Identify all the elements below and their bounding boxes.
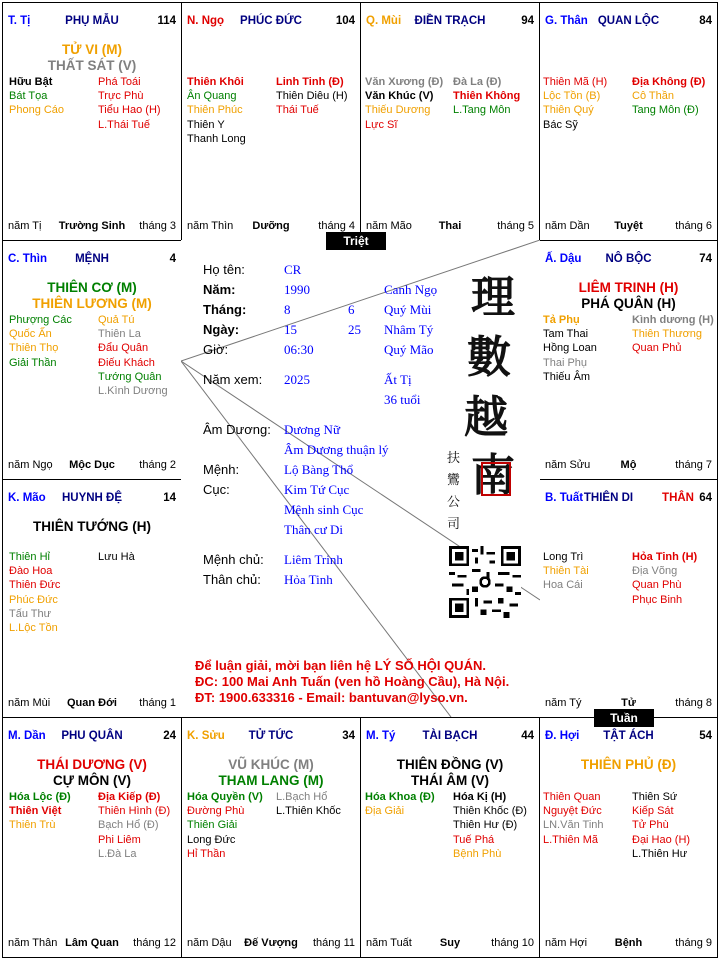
star: Thanh Long — [187, 132, 246, 145]
cell-tuat — [539, 479, 718, 718]
cell-thang: tháng 8 — [675, 697, 712, 709]
contact-line: Để luận giải, mời bạn liên hệ LÝ SỐ HỘI QUÁN. — [195, 658, 486, 673]
main-star: PHÁ QUÂN (H) — [581, 296, 676, 311]
star: Hóa Kị (H) — [453, 791, 507, 803]
value-than-chu: Hỏa Tinh — [284, 572, 333, 587]
cell-truong-sinh: Lâm Quan — [65, 937, 119, 949]
cell-dau — [539, 240, 718, 480]
cell-cung: HUYNH ĐỆ — [61, 492, 123, 504]
cell-num: 84 — [699, 15, 712, 27]
star: Tuế Phá — [453, 833, 495, 846]
value-cuc: Kim Tứ Cục — [284, 482, 350, 497]
star: Phúc Đức — [9, 593, 58, 606]
star: Thiên Không — [453, 90, 521, 103]
star: Địa Không (Đ) — [632, 76, 706, 88]
value-thang: 8 — [284, 302, 291, 317]
star: Địa Giải — [365, 805, 405, 818]
star: Điếu Khách — [98, 356, 155, 369]
cell-cung: PHU QUÂN — [61, 730, 123, 742]
star: Thiên Y — [187, 118, 225, 131]
cell-nam: năm Mão — [366, 220, 412, 232]
star: Bác Sỹ — [543, 118, 578, 131]
cell-truong-sinh: Thai — [438, 220, 462, 232]
value-ngay: 15 — [284, 322, 297, 337]
cell-can: K. Mão — [8, 492, 46, 504]
cell-thang: tháng 10 — [491, 937, 534, 949]
star: Giải Thần — [9, 356, 57, 369]
cell-ty — [360, 717, 540, 958]
star: Thiên Trù — [9, 819, 56, 832]
star: Hóa Lộc (Đ) — [9, 791, 71, 803]
cell-nam: năm Thìn — [187, 220, 234, 232]
star: Thiên Diêu (H) — [276, 90, 348, 103]
cell-truong-sinh: Quan Đới — [67, 697, 117, 709]
cell-truong-sinh: Tử — [621, 697, 636, 709]
cell-can: Đ. Hợi — [545, 730, 580, 742]
label-menh-chu: Mệnh chủ: — [203, 552, 264, 567]
value-tuoi: 36 tuổi — [384, 392, 421, 407]
star: L.Kình Dương — [98, 385, 168, 398]
cell-truong-sinh: Đế Vượng — [244, 937, 298, 949]
star: Đào Hoa — [9, 565, 53, 578]
star: L.Lộc Tồn — [9, 622, 58, 635]
star: Lộc Tồn (B) — [543, 90, 601, 103]
star: Bệnh Phù — [453, 847, 502, 860]
cell-num: 44 — [521, 730, 534, 742]
star: Thiên Khốc (Đ) — [453, 805, 527, 818]
cell-truong-sinh: Dưỡng — [252, 220, 290, 232]
cell-truong-sinh: Mộ — [620, 459, 637, 471]
star: Hồng Loan — [543, 342, 597, 355]
label-than-chu: Thân chủ: — [203, 572, 261, 587]
star: Tấu Thư — [9, 607, 52, 620]
star: Thiên Giải — [187, 819, 238, 832]
cell-cung: PHÚC ĐỨC — [240, 15, 302, 27]
cell-nam: năm Tị — [8, 220, 42, 232]
cell-truong-sinh: Trường Sinh — [58, 220, 126, 232]
star: Thiên La — [98, 328, 141, 341]
main-star: THIÊN PHỦ (Đ) — [580, 757, 677, 772]
star: Thiên Quan — [543, 791, 601, 803]
label-gio: Giờ: — [203, 342, 229, 357]
star: Lực Sĩ — [365, 118, 398, 131]
star: Quan Phủ — [632, 342, 682, 355]
star: Thiên Sứ — [632, 791, 678, 803]
star: Tả Phụ — [543, 314, 580, 326]
cell-cung: PHỤ MẪU — [65, 15, 119, 27]
star: Tử Phù — [632, 819, 669, 832]
star: Đại Hao (H) — [632, 833, 691, 846]
star: L.Thiên Khốc — [276, 805, 341, 818]
cell-can: G. Thân — [545, 15, 588, 27]
cell-nam: năm Tuất — [366, 937, 412, 949]
cell-num: 74 — [699, 253, 712, 265]
star: Địa Võng — [632, 565, 678, 578]
cell-hoi — [539, 717, 718, 958]
star: L.Thiên Mã — [543, 833, 599, 846]
label-am-duong: Âm Dương: — [203, 422, 271, 437]
star: L.Đà La — [98, 847, 137, 860]
value-menh-chu: Liêm Trinh — [284, 552, 343, 567]
star: Long Trì — [543, 551, 584, 563]
cell-dan — [2, 717, 182, 958]
cell-truong-sinh: Suy — [439, 937, 461, 949]
star: Tướng Quân — [98, 370, 162, 383]
cell-thin — [2, 240, 182, 480]
star: L.Thiên Hư — [632, 847, 688, 860]
label-cuc: Cục: — [203, 482, 230, 497]
star: Quan Phù — [632, 579, 682, 592]
cell-cung: TÀI BẠCH — [422, 730, 478, 742]
star: Lưu Hà — [98, 551, 135, 563]
value-nam-xem-can-chi: Ất Tị — [384, 372, 412, 387]
star: Thiên Hư (Đ) — [453, 819, 518, 832]
cell-thang: tháng 7 — [675, 459, 712, 471]
star: Ân Quang — [187, 90, 237, 103]
star: Đường Phù — [187, 805, 245, 818]
value-nam-xem: 2025 — [284, 372, 310, 387]
star: Thiên Đức — [9, 579, 61, 592]
star: Bát Tọa — [9, 90, 48, 103]
cell-num: 34 — [342, 730, 355, 742]
cell-can: C. Thìn — [8, 253, 47, 265]
star: Thiên Việt — [9, 805, 62, 818]
star: Thiên Mã (H) — [543, 76, 608, 88]
star: Quả Tú — [98, 314, 135, 326]
star: Đẩu Quân — [98, 342, 149, 355]
cell-ti — [2, 2, 182, 241]
cell-cung: MỆNH — [75, 253, 109, 265]
cell-nam: năm Tý — [545, 697, 582, 709]
label-ho-ten: Họ tên: — [203, 262, 245, 277]
cell-can: T. Tị — [8, 15, 31, 27]
main-star: LIÊM TRINH (H) — [578, 280, 679, 295]
cell-can: K. Sửu — [187, 730, 225, 742]
cell-thang: tháng 3 — [139, 220, 176, 232]
star: L.Bạch Hổ — [276, 791, 328, 803]
main-star: THIÊN CƠ (M) — [47, 280, 137, 295]
label-nam-xem: Năm xem: — [203, 372, 263, 387]
main-star: THIÊN TƯỚNG (H) — [33, 519, 151, 534]
main-star: THÁI ÂM (V) — [411, 773, 489, 788]
cell-nam: năm Ngọ — [8, 459, 53, 471]
star: Hỉ Thần — [187, 847, 226, 860]
calligraphy-char: 理 — [471, 272, 515, 323]
triet-marker: Triệt — [326, 232, 386, 250]
label-menh: Mệnh: — [203, 462, 240, 477]
value-am-duong-2: Âm Dương thuận lý — [284, 442, 389, 457]
star: Thiên Tài — [543, 565, 589, 578]
star: Kình dương (H) — [632, 314, 714, 326]
value-menh: Lộ Bàng Thổ — [284, 462, 354, 477]
star: Trực Phù — [98, 90, 144, 103]
cell-than — [539, 2, 718, 241]
value-nam-can-chi: Canh Ngọ — [384, 282, 438, 297]
star: Phi Liêm — [98, 833, 141, 846]
value-ngay-can-chi: Nhâm Tý — [384, 322, 434, 337]
than-badge: THÂN — [662, 492, 694, 504]
main-star: VŨ KHÚC (M) — [228, 757, 314, 772]
value-ngay-am: 25 — [348, 322, 361, 337]
main-star: CỰ MÔN (V) — [53, 773, 131, 788]
center-info-panel — [181, 240, 540, 717]
value-cuc-2: Mệnh sinh Cục — [284, 502, 364, 517]
cell-thang: tháng 11 — [312, 937, 355, 949]
star: Hóa Khoa (Đ) — [365, 791, 435, 803]
main-star: THIÊN ĐỒNG (V) — [396, 757, 504, 772]
star: Thiếu Dương — [365, 104, 431, 117]
cell-nam: năm Thân — [8, 937, 58, 949]
star: Phục Binh — [632, 593, 683, 606]
cell-cung: QUAN LỘC — [597, 15, 660, 27]
contact-phone-email: ĐT: 1900.633316 - Email: bantuvan@lyso.vn. — [195, 690, 468, 705]
label-nam: Năm: — [203, 282, 236, 297]
cell-cung: TẬT ÁCH — [603, 730, 654, 742]
star: Văn Khúc (V) — [365, 90, 434, 103]
label-ngay: Ngày: — [203, 322, 240, 337]
star: Thiên Hỉ — [9, 551, 50, 563]
label-thang: Tháng: — [203, 302, 247, 317]
star: Quốc Ấn — [9, 328, 52, 341]
qr-code — [449, 546, 521, 618]
main-star: TỬ VI (M) — [62, 42, 122, 57]
cell-num: 104 — [335, 15, 355, 27]
cell-truong-sinh: Tuyệt — [614, 220, 643, 232]
cell-thang: tháng 5 — [497, 220, 534, 232]
cell-num: 14 — [163, 492, 176, 504]
cell-can: M. Tý — [366, 730, 396, 742]
star: Địa Kiếp (Đ) — [98, 791, 161, 803]
cell-cung: TỬ TỨC — [248, 730, 294, 742]
cell-thang: tháng 2 — [139, 459, 176, 471]
star: Tiểu Hao (H) — [98, 104, 161, 117]
main-star: THÁI DƯƠNG (V) — [37, 757, 147, 772]
value-gio: 06:30 — [284, 342, 314, 357]
value-ho-ten: CR — [284, 262, 302, 277]
star: Văn Xương (Đ) — [365, 76, 444, 88]
star: Thiên Phúc — [187, 104, 243, 117]
contact-address: ĐC: 100 Mai Anh Tuấn (ven hồ Hoàng Cầu), Hà Nội. — [195, 674, 510, 689]
star: Phá Toái — [98, 76, 141, 88]
main-star: THIÊN LƯƠNG (M) — [32, 296, 152, 311]
cell-can: M. Dần — [8, 730, 46, 742]
star: Tam Thai — [543, 328, 589, 341]
star: Tang Môn (Đ) — [632, 104, 699, 117]
value-nam: 1990 — [284, 282, 310, 297]
main-star: THAM LANG (M) — [218, 773, 324, 788]
star: Phượng Các — [9, 314, 72, 326]
star: L.Thái Tuế — [98, 118, 150, 131]
cell-cung: ĐIỀN TRẠCH — [414, 15, 486, 27]
star: Cô Thần — [632, 90, 674, 103]
cell-nam: năm Dậu — [187, 937, 232, 949]
value-cuc-3: Thân cư Di — [284, 522, 344, 537]
star: Thiên Quý — [543, 104, 594, 117]
cell-suu — [181, 717, 361, 958]
cell-nam: năm Sửu — [545, 459, 591, 471]
cell-can: B. Tuất — [545, 492, 584, 504]
star: Bạch Hổ (Đ) — [98, 819, 159, 832]
cell-cung: NÔ BỘC — [605, 253, 652, 265]
star: Thiếu Âm — [543, 370, 591, 383]
calligraphy-char: 越 — [464, 392, 508, 443]
star: Nguyệt Đức — [543, 805, 602, 818]
calligraphy-char: 南 — [471, 450, 515, 501]
cell-num: 64 — [699, 492, 712, 504]
value-thang-am: 6 — [348, 302, 355, 317]
cell-can: Q. Mùi — [366, 15, 402, 27]
cell-nam: năm Dần — [545, 220, 590, 232]
star: Thiên Hình (Đ) — [98, 805, 171, 818]
star: Đà La (Đ) — [453, 76, 502, 88]
main-star: THẤT SÁT (V) — [47, 58, 137, 73]
star: LN.Văn Tinh — [543, 819, 604, 832]
cell-nam: năm Hợi — [545, 937, 588, 949]
star: Thiên Thọ — [9, 342, 59, 355]
cell-truong-sinh: Mộc Dục — [69, 459, 115, 471]
value-am-duong: Dương Nữ — [284, 422, 340, 437]
cell-num: 94 — [521, 15, 534, 27]
red-seal-stamp — [481, 462, 511, 496]
star: Hóa Quyền (V) — [187, 791, 263, 803]
star: Hữu Bật — [9, 76, 53, 88]
cell-num: 54 — [699, 730, 712, 742]
cell-thang: tháng 6 — [675, 220, 712, 232]
star: Hoa Cái — [543, 579, 583, 592]
cell-can: Ấ. Dậu — [545, 253, 582, 265]
cell-mui — [360, 2, 540, 241]
value-thang-can-chi: Quý Mùi — [384, 302, 432, 317]
star: Hỏa Tinh (H) — [632, 551, 698, 563]
star: Thái Tuế — [276, 104, 319, 117]
tuan-marker: Tuần — [594, 709, 654, 727]
star: L.Tang Môn — [453, 104, 511, 117]
star: Linh Tinh (Đ) — [276, 76, 344, 88]
cell-thang: tháng 9 — [675, 937, 712, 949]
seal-text: 扶 鸞 公 司 — [447, 451, 461, 532]
cell-thang: tháng 12 — [133, 937, 176, 949]
star: Long Đức — [187, 833, 236, 846]
cell-mao — [2, 479, 182, 718]
cell-ngo — [181, 2, 361, 241]
cell-num: 114 — [157, 15, 176, 27]
star: Kiếp Sát — [632, 805, 674, 818]
cell-can: N. Ngọ — [187, 15, 225, 27]
cell-thang: tháng 1 — [139, 697, 176, 709]
cell-cung: THIÊN DI — [583, 492, 634, 504]
calligraphy-char: 數 — [467, 332, 511, 383]
cell-nam: năm Mùi — [8, 697, 51, 709]
star: Thai Phụ — [543, 356, 588, 369]
star: Phong Cáo — [9, 104, 65, 117]
cell-truong-sinh: Bệnh — [614, 937, 643, 949]
cell-num: 4 — [169, 253, 176, 265]
value-gio-can-chi: Quý Mão — [384, 342, 434, 357]
star: Thiên Thương — [632, 328, 703, 341]
cell-num: 24 — [163, 730, 176, 742]
star: Thiên Khôi — [187, 76, 244, 88]
cell-thang: tháng 4 — [318, 220, 355, 232]
